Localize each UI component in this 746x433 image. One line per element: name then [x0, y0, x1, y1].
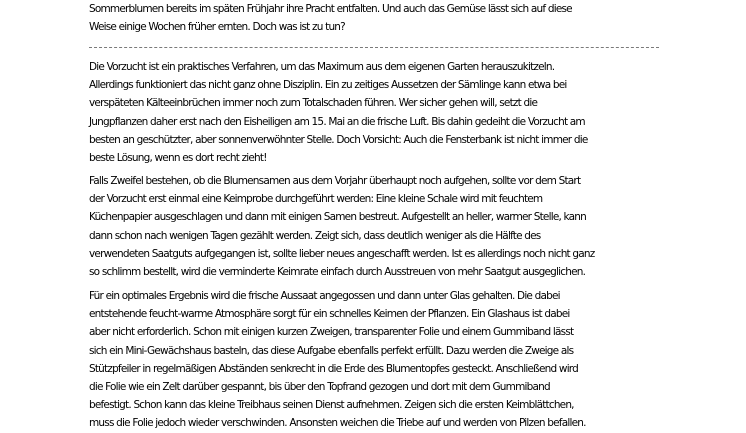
- text-line: verwendeten Saatguts aufgegangen ist, sollte lieber neues angeschafft werden. Ist es allerdings noch nicht ganz: [89, 247, 595, 260]
- text-line: Weise einige Wochen früher ernten. Doch was ist zu tun?: [89, 21, 345, 34]
- text-line: Für ein optimales Ergebnis wird die frische Aussaat angegossen und dann unter Glas gehalten. Die dabei: [89, 290, 560, 302]
- text-line: Die Vorzucht ist ein praktisches Verfahren, um das Maximum aus dem eigenen Garten herauszukitzeln.: [89, 61, 555, 73]
- paragraph-gewaechshaus: [89, 287, 689, 433]
- section-divider: [89, 47, 659, 48]
- text-line: Falls Zweifel bestehen, ob die Blumensamen aus dem Vorjahr überhaupt noch aufgehen, sollte vor dem Start: [89, 175, 581, 187]
- text-line: Küchenpapier ausgeschlagen und dann mit einigen Samen bestreut. Aufgestellt an heller, warmer Stelle, kann: [89, 211, 586, 224]
- text-line: besten an geschützter, aber sonnenverwöhnter Stelle. Doch Vorsicht: Auch die Fensterbank ist nicht immer die: [89, 133, 588, 146]
- text-line: verspäteten Kälteeinbrüchen immer noch zum Totalschaden führen. Wer sicher gehen will, setzt die: [89, 97, 538, 110]
- text-line: so schlimm bestellt, wird die verminderte Keimrate einfach durch Ausstreuen von mehr Saatgut ausgeglichen.: [89, 266, 586, 279]
- paragraph-vorzucht: [89, 58, 689, 167]
- text-line: aber nicht erforderlich. Schon mit einigen kurzen Zweigen, transparenter Folie und einem Gummiband lässt: [89, 326, 574, 339]
- intro-paragraph: [89, 0, 689, 36]
- text-line: Allerdings funktioniert das nicht ganz ohne Disziplin. Ein zu zeitiges Aussetzen der Sämlinge kann etwa bei: [89, 79, 567, 92]
- text-line: sich ein Mini-Gewächshaus basteln, das diese Aufgabe ebenfalls perfekt erfüllt. Dazu werden die Zweige als: [89, 344, 574, 357]
- text-line: der Vorzucht erst einmal eine Keimprobe durchgeführt werden: Eine kleine Schale wird mit feuchtem: [89, 193, 543, 206]
- text-line: muss die Folie jedoch wieder verschwinden. Ansonsten weichen die Triebe auf und werden von Pilzen befallen.: [89, 417, 586, 430]
- text-line: Stützpfeiler in regelmäßigen Abständen senkrecht in die Erde des Blumentopfes gesteckt. Anschließend wird: [89, 362, 579, 375]
- text-line: dann schon nach wenigen Tagen gezählt werden. Zeigt sich, dass deutlich weniger als die Hälfte des: [89, 229, 541, 242]
- text-line: entstehende feucht-warme Atmosphäre sorgt für ein schnelles Keimen der Pflanzen. Ein Glashaus ist dabei: [89, 308, 570, 321]
- text-line: beste Lösung, wenn es dort recht zieht!: [89, 152, 267, 165]
- text-line: befestigt. Schon kann das kleine Treibhaus seinen Dienst aufnehmen. Zeigen sich die ersten Keimblättchen,: [89, 399, 574, 412]
- paragraph-keimprobe: [89, 172, 689, 281]
- text-line: Jungpflanzen daher erst nach den Eisheiligen am 15. Mai an die frische Luft. Bis dahin gedeiht die Vorzucht am: [89, 115, 585, 128]
- text-line: Sommerblumen bereits im späten Frühjahr ihre Pracht entfalten. Und auch das Gemüse lässt sich auf diese: [89, 3, 572, 15]
- text-line: die Folie wie ein Zelt darüber gespannt, bis über den Topfrand gezogen und dort mit dem Gummiband: [89, 381, 550, 394]
